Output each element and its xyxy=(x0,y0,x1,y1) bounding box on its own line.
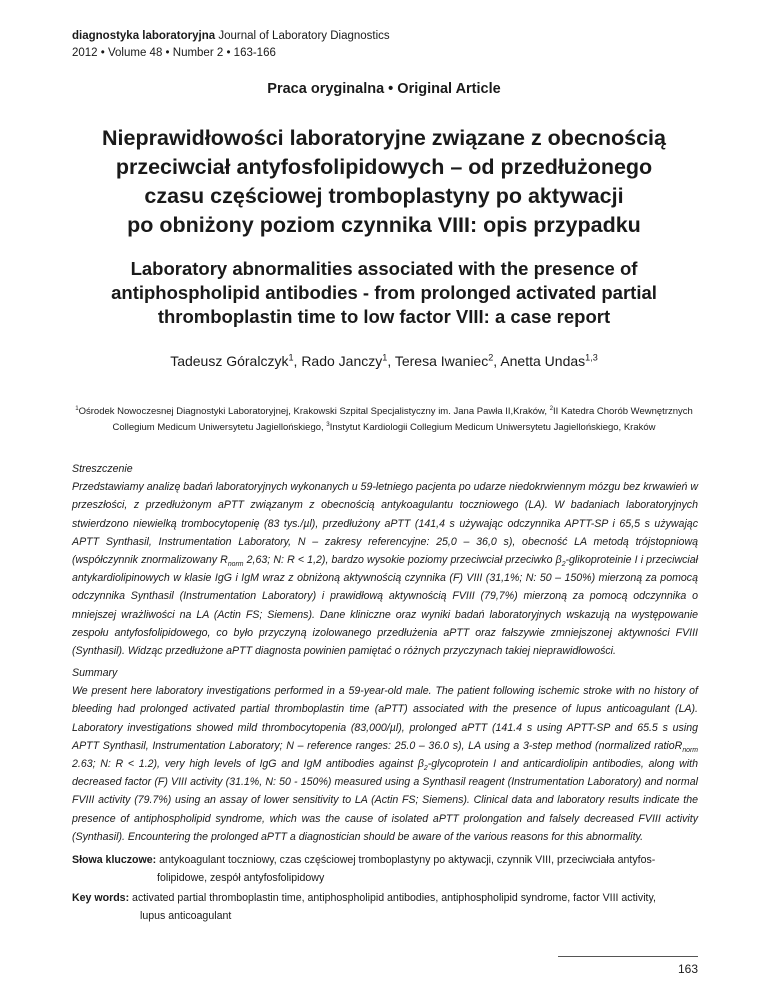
abstract-english xyxy=(72,664,698,846)
issue-info: 2012 • Volume 48 • Number 2 • 163-166 xyxy=(72,47,276,59)
affiliation-mark: 2 xyxy=(549,404,554,412)
author-affiliation-mark: 1 xyxy=(288,352,294,363)
subscript: 2 xyxy=(561,561,566,569)
abstract-heading: Streszczenie xyxy=(72,463,133,475)
journal-header xyxy=(72,28,390,62)
footer-divider xyxy=(558,956,698,957)
article-type: Praca oryginalna • Original Article xyxy=(267,81,501,97)
abstract-text: -glycoprotein I and anticardiolipin antibodies, along with decreased factor (F) VIII activity (31.1%, N: 50 - 150%) measured using a Synthasil reagent (Instrumentation Laboratory) and normal FVIII activity (79.7%) using an assay of lower sensitivity to LA (Actin FS; Siemens). Clinical data and laboratory results indicate the presence of antiphospholipid syndrome, which was the cause of isolated aPTT prolongation and falsely decreased FVIII activity (Synthasil). Encountering the prolonged aPTT a diagnostician should be aware of the various reasons for this abnormality. xyxy=(72,758,698,843)
title-polish xyxy=(60,124,708,240)
author-name: Tadeusz Góralczyk xyxy=(170,353,289,369)
author-affiliation-mark: 1 xyxy=(382,352,388,363)
keywords-text: activated partial thromboplastin time, antiphospholipid antibodies, antiphospholipid syndrome, factor VIII activity, xyxy=(129,892,656,904)
title-en-line: Laboratory abnormalities associated with the presence of xyxy=(130,258,638,279)
affiliation-1: Ośrodek Nowoczesnej Diagnostyki Laboratoryjnej, Krakowski Szpital Specjalistyczny im. Jana Pawła II,Kraków, xyxy=(78,406,550,417)
author-separator: , xyxy=(387,353,395,369)
title-english xyxy=(60,257,708,329)
journal-name-en: Journal of Laboratory Diagnostics xyxy=(218,30,390,42)
title-en-line: thromboplastin time to low factor VIII: a case report xyxy=(157,306,611,327)
author-name: Rado Janczy xyxy=(301,353,383,369)
page-number: 163 xyxy=(677,962,698,976)
abstract-heading: Summary xyxy=(72,667,118,679)
affiliation-2: II Katedra Chorób Wewnętrznych Collegium Medicum Uniwersytetu Jagiellońskiego, xyxy=(112,406,693,433)
subscript: 2 xyxy=(423,765,428,773)
keywords-line xyxy=(72,889,698,907)
abstract-polish xyxy=(72,460,698,660)
keywords-text: folipidowe, zespół antyfosfolipidowy xyxy=(157,872,325,884)
keywords-english xyxy=(72,889,698,925)
keywords-label: Key words: xyxy=(72,892,130,904)
author-name: Anetta Undas xyxy=(500,353,586,369)
journal-name xyxy=(72,28,390,45)
keywords-label: Słowa kluczowe: xyxy=(72,854,157,866)
affiliation-mark: 3 xyxy=(326,420,330,428)
subscript: norm xyxy=(227,561,244,569)
author-separator: , xyxy=(493,353,501,369)
author-name: Teresa Iwaniec xyxy=(394,353,489,369)
author-affiliation-mark: 2 xyxy=(488,352,494,363)
keywords-line xyxy=(72,851,698,869)
title-en-line: antiphospholipid antibodies - from prolonged activated partial xyxy=(111,282,657,303)
title-pl-line: Nieprawidłowości laboratoryjne związane z obecnością xyxy=(102,126,666,150)
author-list xyxy=(0,353,768,369)
abstract-text: We present here laboratory investigations performed in a 59-year-old male. The patient following ischemic stroke with no history of bleeding had prolonged activated partial thromboplastin time (aPTT) associated with the presence of lupus anticoagulant (LA). Laboratory investigations showed mild thrombocytopenia (83,000/µl), prolonged aPTT (141.4 s using APTT-SP and 65.5 s using APTT Synthasil, Instrumentation Laboratory; N – reference ranges: 25.0 – 36.0 s), LA using a 3-step method (normalized ratioR xyxy=(72,685,698,752)
abstract-text: -glikoproteinie I i przeciwciał antykardiolipinowych w klasie IgG i IgM wraz z obniżoną aktywnością czynnika (F) VIII (31,1%; N: 50 – 150%) mierzoną za pomocą odczynnika Synthasil (Instrumentation Laboratory) i prawidłową aktywnością FVIII (79,7%) mierzoną za pomocą odczynnika o mniejszej wrażliwości na LA (Actin FS; Siemens). Dane kliniczne oraz wyniki badań laboratoryjnych wskazują na występowanie zespołu antyfosfolipidowego, co było przyczyną izolowanego przedłużenia aPTT oraz fałszywie zmniejszonej aktywności FVIII (Synthasil). Widząc przedłużone aPTT diagnosta powinien pamiętać o różnych przyczynach takiej nieprawidłowości. xyxy=(72,554,698,658)
affiliations xyxy=(70,404,698,436)
keywords-text: antykoagulant toczniowy, czas częściowej tromboplastyny po aktywacji, czynnik VIII, przeciwciała antyfos- xyxy=(156,854,656,866)
author-separator: , xyxy=(293,353,302,369)
keywords-text: lupus anticoagulant xyxy=(140,910,232,922)
subscript: norm xyxy=(682,746,698,754)
title-pl-line: czasu częściowej tromboplastyny po aktywacji xyxy=(144,184,624,208)
abstract-text: 2.63; N: R < 1.2), very high levels of IgG and IgM antibodies against β xyxy=(72,758,424,771)
keywords-polish xyxy=(72,851,698,887)
affiliation-mark: 1 xyxy=(75,404,79,412)
abstract-text: 2,63; N: R < 1,2), bardzo wysokie poziomy przeciwciał przeciwko β xyxy=(243,554,562,567)
title-pl-line: przeciwciał antyfosfolipidowych – od przedłużonego xyxy=(115,155,653,179)
abstract-text: Przedstawiamy analizę badań laboratoryjnych wykonanych u 59-letniego pacjenta po udarze niedokrwiennym mózgu bez krwawień w przeszłości, z przedłużonym aPTT związanym z obecnością antykoagulantu toczniowego (LA). W badaniach laboratoryjnych stwierdzono niewielką trombocytopenię (83 tys./µl), przedłużony aPTT (141,4 s używając odczynnika APTT-SP i 65,5 s używając APTT Synthasil, Instrumentation Laboratory, N – zakresy referencyjne: 25,0 – 36,0 s), obecność LA metodą trójstopniową (współczynnik znormalizowany R xyxy=(72,481,698,567)
author-affiliation-mark: 1,3 xyxy=(585,352,598,363)
journal-name-pl: diagnostyka laboratoryjna xyxy=(72,30,216,42)
affiliation-3: Instytut Kardiologii Collegium Medicum Uniwersytetu Jagiellońskiego, Kraków xyxy=(329,422,656,433)
title-pl-line: po obniżony poziom czynnika VIII: opis przypadku xyxy=(127,213,641,237)
